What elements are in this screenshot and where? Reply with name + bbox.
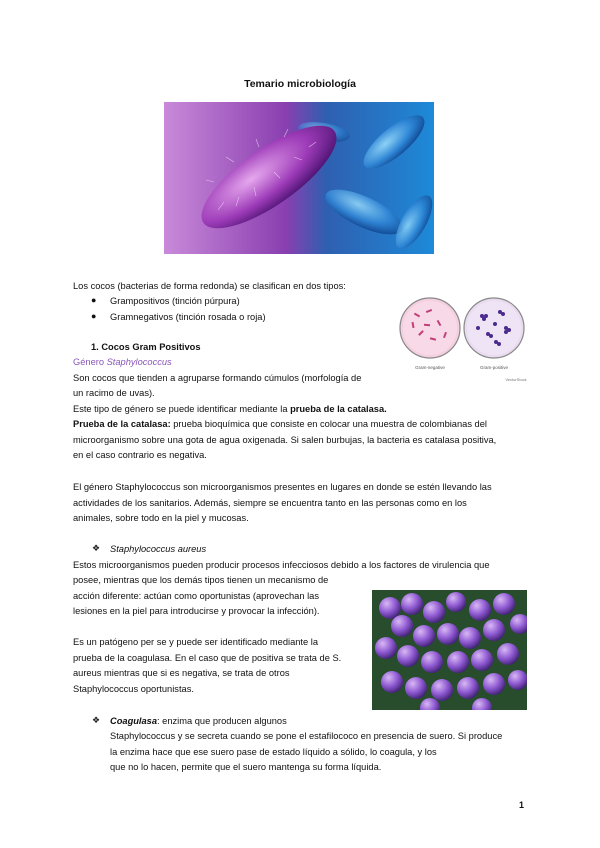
intro-text: Los cocos (bacterias de forma redonda) se clasifican en dos tipos:	[73, 281, 346, 291]
paragraph-line: Estos microorganismos pueden producir procesos infecciosos debido a los factores de virulencia que	[73, 560, 490, 570]
coagulase-term: Coagulasa	[110, 716, 158, 726]
subheading-staph-aureus: Staphylococcus aureus	[110, 544, 207, 554]
paragraph-line: acción diferente: actúan como oportunistas (aprovechan las	[73, 591, 319, 601]
staphylococcus-micrograph	[372, 590, 527, 710]
bacteria-illustration	[164, 102, 434, 254]
paragraph-line	[73, 417, 487, 433]
paragraph-line: lesiones en la piel para introducirse y provocar la infección).	[73, 606, 320, 616]
text-run: Este tipo de género se puede identificar mediante la	[73, 404, 291, 414]
bullet-dot: ●	[91, 311, 97, 321]
diamond-bullet-icon: ❖	[92, 543, 101, 553]
paragraph-line: Staphylococcus oportunistas.	[73, 684, 194, 694]
paragraph-line: Es un patógeno per se y puede ser identificado mediante la	[73, 637, 318, 647]
catalase-definition-term: Prueba de la catalasa:	[73, 419, 171, 429]
text-run: prueba bioquímica que consiste en colocar una muestra de colombianas del	[170, 419, 487, 429]
diamond-bullet-icon: ❖	[92, 715, 101, 725]
paragraph-line: animales, sobre todo en la piel y mucosas.	[73, 513, 249, 523]
gram-positive-label: Gram-positive	[479, 365, 509, 370]
paragraph-line: Son cocos que tienden a agruparse formando cúmulos (morfología de	[73, 373, 362, 383]
paragraph-line: aureus mientras que si es negativa, se trata de otros	[73, 668, 290, 678]
hero-bacteria-image	[164, 102, 434, 254]
page-title: Temario microbiología	[244, 78, 356, 90]
genus-label: Género	[73, 357, 107, 367]
paragraph-line: un racimo de uvas).	[73, 388, 155, 398]
image-credit: VectorStock	[505, 377, 527, 382]
gram-negative-label: Gram-negative	[415, 365, 445, 370]
paragraph-line: que no lo hacen, permite que el suero mantenga su forma líquida.	[110, 762, 382, 772]
bullet-gramnegativos: Gramnegativos (tinción rosada o roja)	[110, 312, 266, 322]
bullet-grampositivos: Grampositivos (tinción púrpura)	[110, 296, 240, 306]
paragraph-line: prueba de la coagulasa. En el caso que de positiva se trata de S.	[73, 653, 342, 663]
micrograph-illustration	[372, 590, 527, 710]
paragraph-line: microorganismo sobre una gota de agua oxigenada. Si salen burbujas, la bacteria es catalasa positiva,	[73, 435, 497, 445]
text-run: : enzima que producen algunos	[157, 716, 287, 726]
genus-name: Staphylococcus	[106, 357, 172, 367]
page-number: 1	[519, 800, 525, 810]
catalase-test-term: prueba de la catalasa.	[290, 404, 387, 414]
paragraph-line: en el caso contrario es negativa.	[73, 450, 207, 460]
coagulase-line	[110, 714, 287, 730]
genus-heading	[73, 355, 172, 371]
paragraph-line: actividades de los sanitarios. Además, siempre se encuentra tanto en las personas como en los	[73, 498, 467, 508]
gram-stain-image	[396, 294, 530, 382]
gram-stain-dishes	[396, 294, 530, 382]
paragraph-line: posee, mientras que los demás tipos tienen un mecanismo de	[73, 575, 329, 585]
paragraph-line: Staphylococcus y se secreta cuando se pone el estafilococo en presencia de suero. Si produce	[110, 731, 503, 741]
paragraph-line: la enzima hace que ese suero pase de estado líquido a sólido, lo coagula, y los	[110, 747, 437, 757]
section-heading: 1. Cocos Gram Positivos	[91, 342, 201, 352]
bullet-dot: ●	[91, 295, 97, 305]
paragraph-line	[73, 402, 387, 418]
paragraph-line: El género Staphylococcus son microorganismos presentes en lugares en donde se estén llevando las	[73, 482, 492, 492]
